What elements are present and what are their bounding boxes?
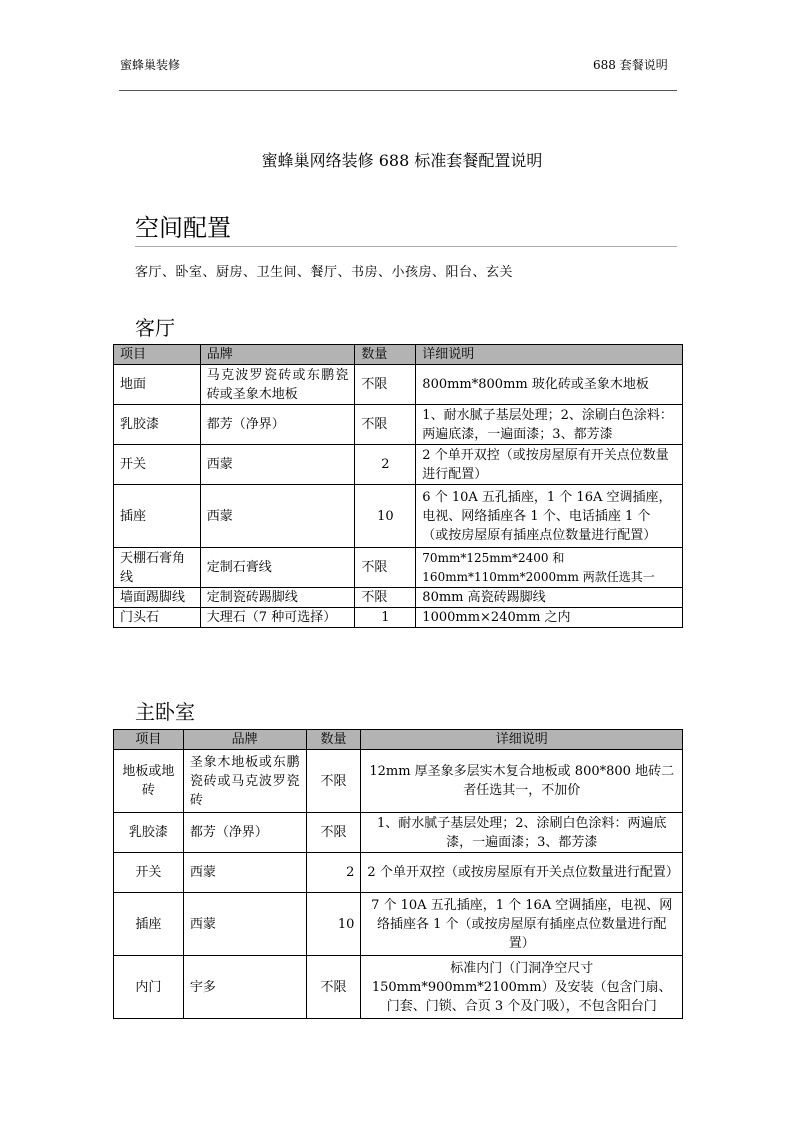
cell-brand: 定制石膏线 [200, 548, 355, 588]
cell-detail: 80mm 高瓷砖踢脚线 [416, 588, 683, 608]
cell-brand: 马克波罗瓷砖或东鹏瓷砖或圣象木地板 [200, 365, 355, 405]
column-header: 项目 [114, 730, 184, 750]
table-row [114, 853, 683, 893]
cell-qty: 2 [355, 445, 416, 485]
cell-item: 内门 [114, 956, 184, 1019]
master-bedroom-table [113, 729, 683, 1019]
cell-item: 开关 [114, 853, 184, 893]
cell-brand: 宇多 [183, 956, 306, 1019]
section-heading-living-room: 客厅 [135, 316, 175, 340]
cell-item: 乳胶漆 [114, 813, 184, 853]
cell-brand: 西蒙 [200, 445, 355, 485]
table-row [114, 485, 683, 548]
cell-qty: 不限 [306, 813, 361, 853]
cell-item: 门头石 [114, 608, 201, 628]
cell-qty: 不限 [355, 588, 416, 608]
cell-item: 插座 [114, 485, 201, 548]
table-header-row [114, 345, 683, 365]
cell-qty: 不限 [355, 548, 416, 588]
cell-item: 插座 [114, 893, 184, 956]
cell-brand: 西蒙 [183, 893, 306, 956]
table-row [114, 405, 683, 445]
cell-detail: 2 个单开双控（或按房屋原有开关点位数量进行配置） [416, 445, 683, 485]
cell-brand: 定制瓷砖踢脚线 [200, 588, 355, 608]
cell-detail: 70mm*125mm*2400 和 160mm*110mm*2000mm 两款任选其一 [416, 548, 683, 588]
table-row [114, 608, 683, 628]
cell-item: 天棚石膏角线 [114, 548, 201, 588]
cell-qty: 不限 [355, 405, 416, 445]
cell-brand: 西蒙 [200, 485, 355, 548]
column-header: 数量 [306, 730, 361, 750]
cell-detail: 6 个 10A 五孔插座，1 个 16A 空调插座，电视、网络插座各 1 个、电话插座 1 个（或按房屋原有插座点位数量进行配置） [416, 485, 683, 548]
cell-brand: 西蒙 [183, 853, 306, 893]
table-row [114, 365, 683, 405]
living-room-table [113, 344, 683, 628]
cell-detail: 7 个 10A 五孔插座，1 个 16A 空调插座，电视、网络插座各 1 个（或按房屋原有插座点位数量进行配置） [361, 893, 683, 956]
cell-detail: 2 个单开双控（或按房屋原有开关点位数量进行配置） [361, 853, 683, 893]
section-divider [135, 246, 677, 247]
section-heading-master-bedroom: 主卧室 [135, 700, 195, 724]
table-row [114, 445, 683, 485]
cell-detail: 标准内门（门洞净空尺寸 150mm*900mm*2100mm）及安装（包含门扇、门套、门锁、合页 3 个及门吸），不包含阳台门 [361, 956, 683, 1019]
table-row [114, 813, 683, 853]
column-header: 详细说明 [361, 730, 683, 750]
cell-qty: 不限 [306, 750, 361, 813]
cell-detail: 12mm 厚圣象多层实木复合地板或 800*800 地砖二者任选其一，不加价 [361, 750, 683, 813]
cell-qty: 不限 [306, 956, 361, 1019]
document-title: 蜜蜂巢网络装修 688 标准套餐配置说明 [261, 151, 543, 170]
cell-qty: 1 [355, 608, 416, 628]
cell-brand: 大理石（7 种可选择） [200, 608, 355, 628]
cell-brand: 都芳（净界） [183, 813, 306, 853]
cell-qty: 不限 [355, 365, 416, 405]
cell-item: 墙面踢脚线 [114, 588, 201, 608]
cell-brand: 都芳（净界） [200, 405, 355, 445]
cell-detail: 1、耐水腻子基层处理；2、涂刷白色涂料：两遍底漆，一遍面漆；3、都芳漆 [361, 813, 683, 853]
table-row [114, 548, 683, 588]
table-row [114, 588, 683, 608]
header-right: 688 套餐说明 [593, 58, 668, 72]
cell-qty: 10 [306, 893, 361, 956]
cell-detail: 800mm*800mm 玻化砖或圣象木地板 [416, 365, 683, 405]
column-header: 品牌 [200, 345, 355, 365]
cell-qty: 2 [306, 853, 361, 893]
table-header-row [114, 730, 683, 750]
cell-item: 开关 [114, 445, 201, 485]
cell-item: 地面 [114, 365, 201, 405]
column-header: 详细说明 [416, 345, 683, 365]
cell-qty: 10 [355, 485, 416, 548]
cell-brand: 圣象木地板或东鹏瓷砖或马克波罗瓷砖 [183, 750, 306, 813]
column-header: 项目 [114, 345, 201, 365]
rooms-list: 客厅、卧室、厨房、卫生间、餐厅、书房、小孩房、阳台、玄关 [135, 265, 514, 280]
section-heading-space: 空间配置 [135, 214, 231, 242]
header-divider [119, 90, 677, 91]
table-row [114, 750, 683, 813]
table-row [114, 956, 683, 1019]
cell-item: 地板或地砖 [114, 750, 184, 813]
cell-detail: 1、耐水腻子基层处理；2、涂刷白色涂料：两遍底漆，一遍面漆；3、都芳漆 [416, 405, 683, 445]
cell-detail: 1000mm×240mm 之内 [416, 608, 683, 628]
column-header: 数量 [355, 345, 416, 365]
column-header: 品牌 [183, 730, 306, 750]
table-row [114, 893, 683, 956]
header-left: 蜜蜂巢装修 [120, 58, 181, 72]
cell-item: 乳胶漆 [114, 405, 201, 445]
